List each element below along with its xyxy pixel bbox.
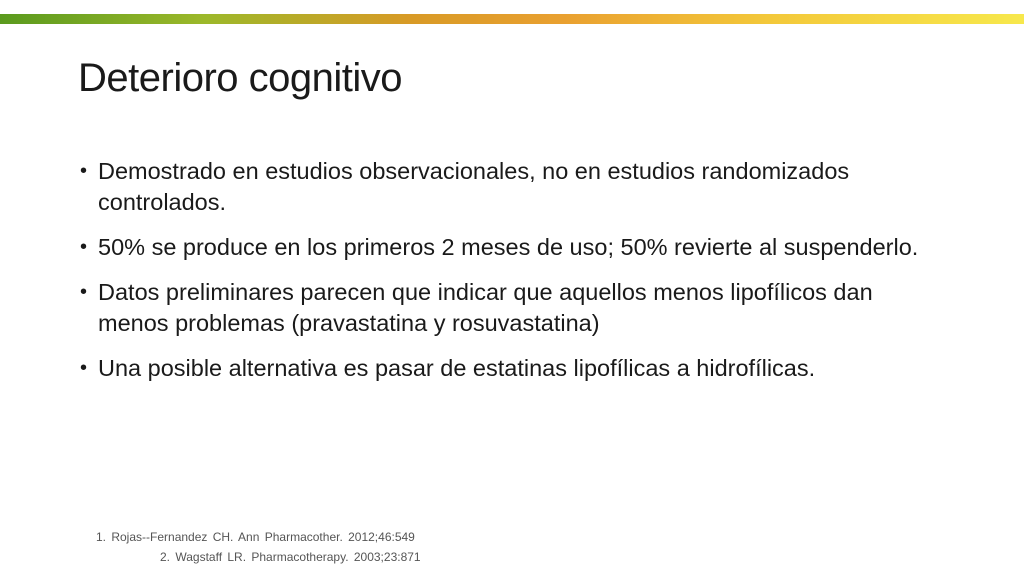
bullet-icon: • <box>80 160 88 182</box>
bullet-icon: • <box>80 281 88 303</box>
bullet-text: 50% se produce en los primeros 2 meses de uso; 50% revierte al suspenderlo. <box>98 234 919 260</box>
bullet-item <box>78 353 948 384</box>
bullet-list <box>78 156 948 398</box>
bullet-icon: • <box>80 357 88 379</box>
bullet-text: Una posible alternativa es pasar de estatinas lipofílicas a hidrofílicas. <box>98 355 816 381</box>
reference-2: 2. Wagstaff LR. Pharmacotherapy. 2003;23:871 <box>160 550 421 564</box>
references <box>0 530 1024 570</box>
slide-title: Deterioro cognitivo <box>78 56 402 100</box>
reference-1: 1. Rojas--Fernandez CH. Ann Pharmacother. 2012;46:549 <box>96 530 415 544</box>
bullet-text: Demostrado en estudios observacionales, no en estudios randomizados controlados. <box>98 158 850 215</box>
bullet-item <box>78 156 948 218</box>
bullet-text: Datos preliminares parecen que indicar que aquellos menos lipofílicos dan menos problemas (pravastatina y rosuvastatina) <box>98 279 873 336</box>
bullet-icon: • <box>80 236 88 258</box>
bullet-item <box>78 277 948 339</box>
decorative-gradient-bar <box>0 14 1024 24</box>
bullet-item <box>78 232 948 263</box>
